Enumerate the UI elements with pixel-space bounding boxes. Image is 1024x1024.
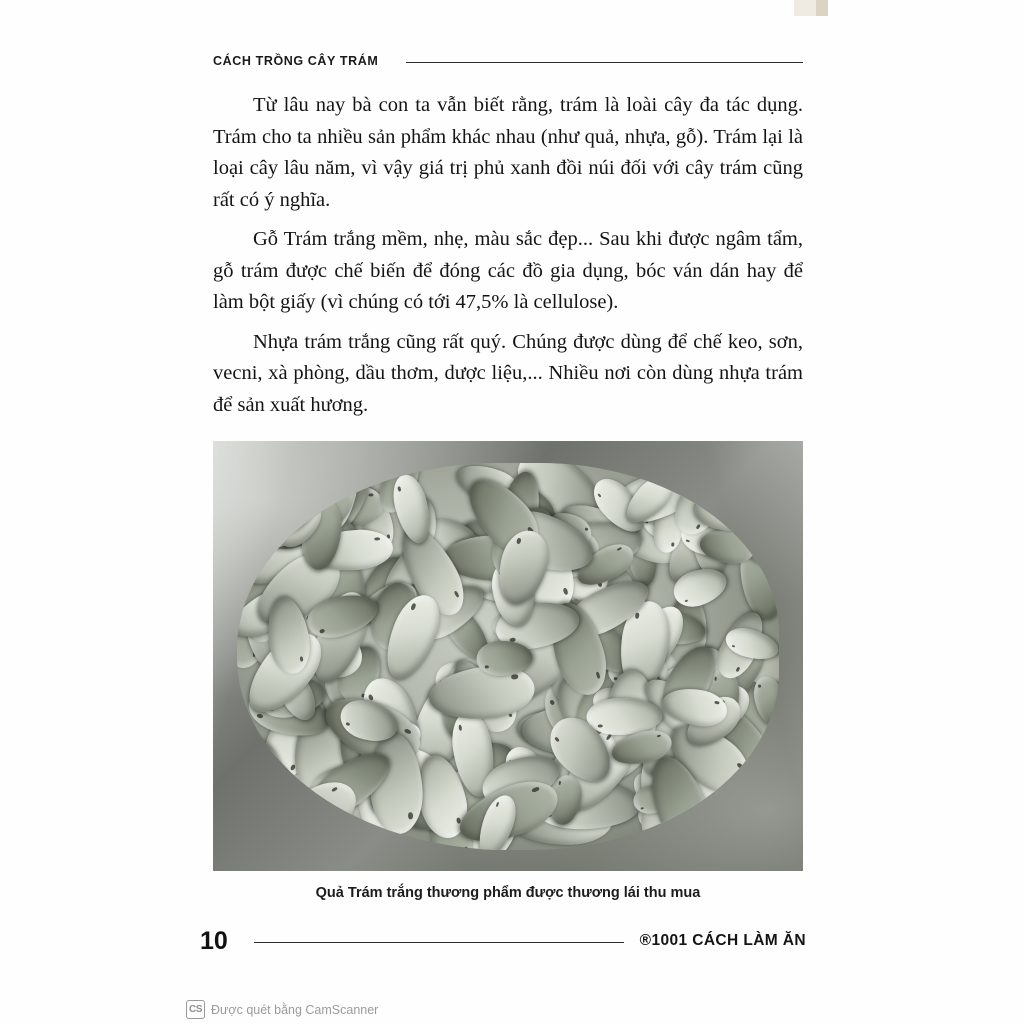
olive-photo bbox=[213, 441, 803, 871]
page-footer bbox=[200, 925, 806, 957]
page-number: 10 bbox=[200, 926, 228, 955]
olive-pile bbox=[237, 463, 780, 850]
figure bbox=[213, 441, 803, 901]
running-head bbox=[213, 46, 803, 76]
body-text bbox=[213, 90, 803, 421]
figure-caption: Quả Trám trắng thương phẩm được thương lái thu mua bbox=[315, 885, 701, 901]
camscanner-icon: CS bbox=[186, 1000, 205, 1019]
scan-artifact-edge bbox=[816, 0, 828, 16]
page-content bbox=[213, 46, 803, 901]
camscanner-watermark bbox=[186, 1000, 378, 1019]
paragraph: Nhựa trám trắng cũng rất quý. Chúng được dùng để chế keo, sơn, vecni, xà phòng, dầu thơm, dược liệu,... Nhiều nơi còn dùng nhựa trám để sản xuất hương. bbox=[213, 330, 803, 416]
running-head-rule bbox=[406, 62, 803, 63]
paragraph: Từ lâu nay bà con ta vẫn biết rằng, trám là loài cây đa tác dụng. Trám cho ta nhiều sản phẩm khác nhau (như quả, nhựa, gỗ). Trám lại là loại cây lâu năm, vì vậy giá trị phủ xanh đồi núi đối với cây trám cũng rất có ý nghĩa. bbox=[213, 94, 803, 211]
paragraph: Gỗ Trám trắng mềm, nhẹ, màu sắc đẹp... Sau khi được ngâm tẩm, gỗ trám được chế biến để đóng các đồ gia dụng, bóc ván dán hay để làm bột giấy (vì chúng có tới 47,5% là cellulose). bbox=[213, 228, 803, 313]
running-head-title: CÁCH TRỒNG CÂY TRÁM bbox=[213, 54, 379, 68]
footer-brand: ®1001 CÁCH LÀM ĂN bbox=[639, 932, 806, 949]
footer-rule bbox=[254, 942, 624, 943]
camscanner-label: Được quét bằng CamScanner bbox=[211, 1002, 379, 1017]
